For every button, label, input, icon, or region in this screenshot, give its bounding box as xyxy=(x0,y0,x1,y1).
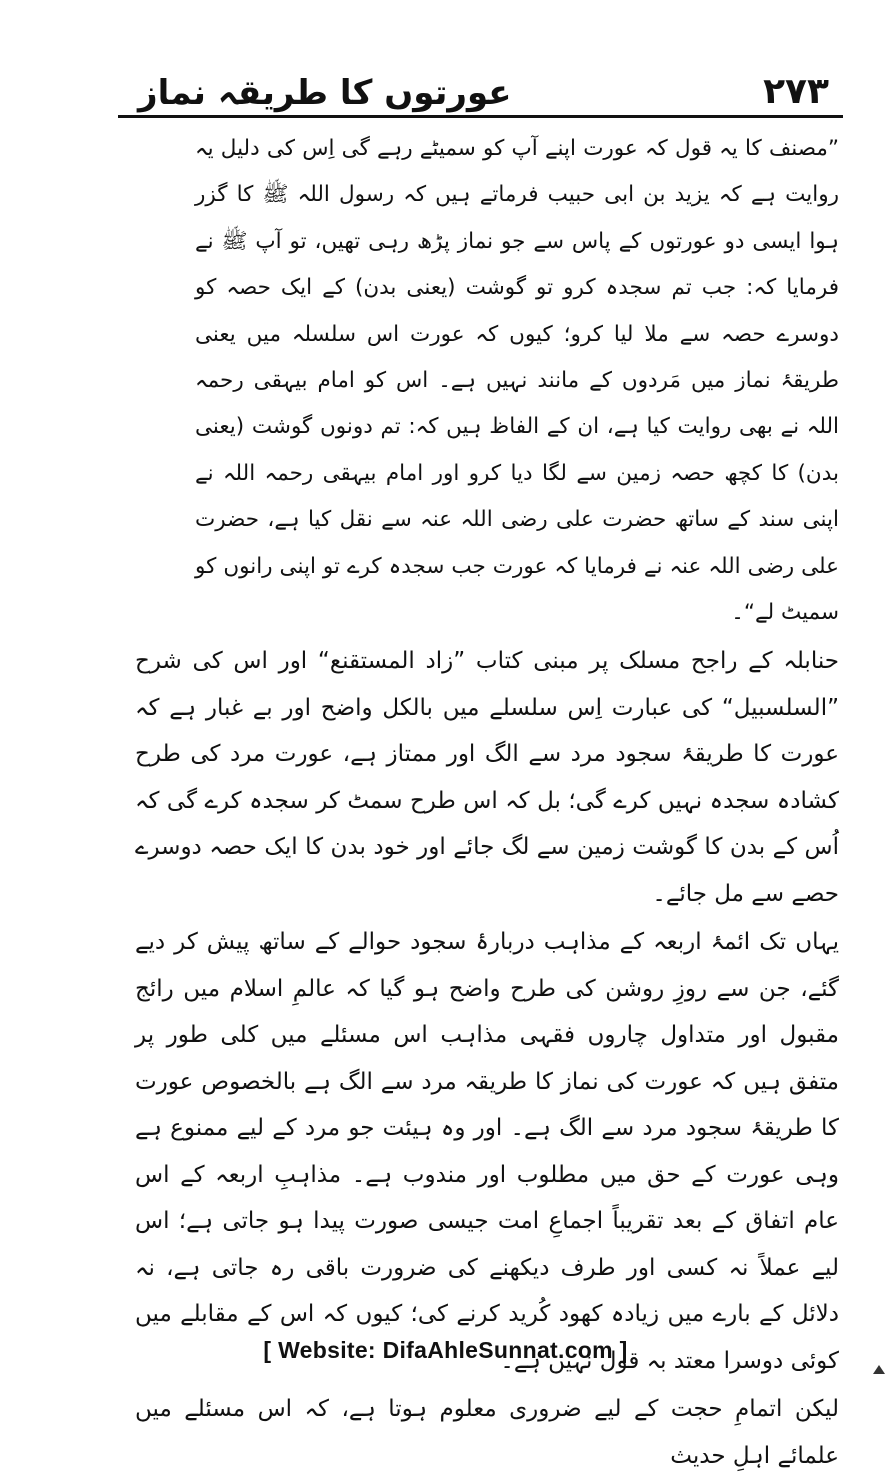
website-footer: [ Website: DifaAhleSunnat.com ] xyxy=(263,1337,628,1363)
page-body xyxy=(135,118,839,1479)
running-title: عورتوں کا طریقہ نماز xyxy=(138,73,512,113)
page-header xyxy=(120,52,839,113)
corner-mark-icon xyxy=(873,1365,885,1374)
quoted-paragraph: ”مصنف کا یہ قول کہ عورت اپنے آپ کو سمیٹے رہے گی اِس کی دلیل یہ روایت ہے کہ یزید بن ابی حبیب فرماتے ہیں کہ رسول اللہ ﷺ کا گزر ہوا ایسی دو عورتوں کے پاس سے جو نماز پڑھ رہی تھیں، تو آپ ﷺ نے فرمایا کہ: جب تم سجدہ کرو تو گوشت (یعنی بدن) کے ایک حصہ کو دوسرے حصہ سے ملا لیا کرو؛ کیوں کہ عورت اس سلسلہ میں یعنی طریقۂ نماز میں مَردوں کے مانند نہیں ہے۔ اس کو امام بیہقی رحمہ اللہ نے بھی روایت کیا ہے، ان کے الفاظ ہیں کہ: تم دونوں گوشت (یعنی بدن) کا کچھ حصہ زمین سے لگا دیا کرو اور امام بیہقی رحمہ اللہ نے اپنی سند کے ساتھ حضرت علی رضی اللہ عنہ سے نقل کیا ہے، حضرت علی رضی اللہ عنہ نے فرمایا کہ عورت جب سجدہ کرے تو اپنی رانوں کو سمیٹ لے“۔ xyxy=(195,136,839,626)
page-number: ۲۷۳ xyxy=(763,71,829,112)
paragraph: لیکن اتمامِ حجت کے لیے ضروری معلوم ہوتا ہے، کہ اس مسئلے میں علمائے اہلِ حدیث xyxy=(135,1396,839,1469)
paragraph: یہاں تک ائمۂ اربعہ کے مذاہب دربارۂ سجود حوالے کے ساتھ پیش کر دیے گئے، جن سے روزِ روشن کی طرح واضح ہو گیا کہ عالمِ اسلام میں رائج مقبول اور متداول چاروں فقہی مذاہب اس مسئلے میں کلی طور پر متفق ہیں کہ عورت کی نماز کا طریقہ مرد سے الگ ہے بالخصوص عورت کا طریقۂ سجود مرد سے الگ ہے۔ اور وہ ہیئت جو مرد کے لیے ممنوع ہے وہی عورت کے حق میں مطلوب اور مندوب ہے۔ مذاہبِ اربعہ کے اس عام اتفاق کے بعد تقریباً اجماعِ امت جیسی صورت پیدا ہو جاتی ہے؛ اس لیے عملاً نہ کسی اور طرف دیکھنے کی ضرورت باقی رہ جاتی ہے، نہ دلائل کے بارے میں زیادہ کھود کُرید کرنے کی؛ کیوں کہ اس کے مقابلے میں کوئی دوسرا معتد بہ قول نہیں ہے۔ xyxy=(135,929,839,1374)
paragraph: حنابلہ کے راجح مسلک پر مبنی کتاب ”زاد المستقنع“ اور اس کی شرح ”السلسبیل“ کی عبارت اِس سلسلے میں بالکل واضح اور بے غبار ہے کہ عورت کا طریقۂ سجود مرد سے الگ اور ممتاز ہے، عورت مرد کی طرح کشادہ سجدہ نہیں کرے گی؛ بل کہ اس طرح سمٹ کر سجدہ کرے گی کہ اُس کے بدن کا گوشت زمین سے لگ جائے اور خود بدن کا ایک حصہ دوسرے حصے سے مل جائے۔ xyxy=(135,648,839,907)
